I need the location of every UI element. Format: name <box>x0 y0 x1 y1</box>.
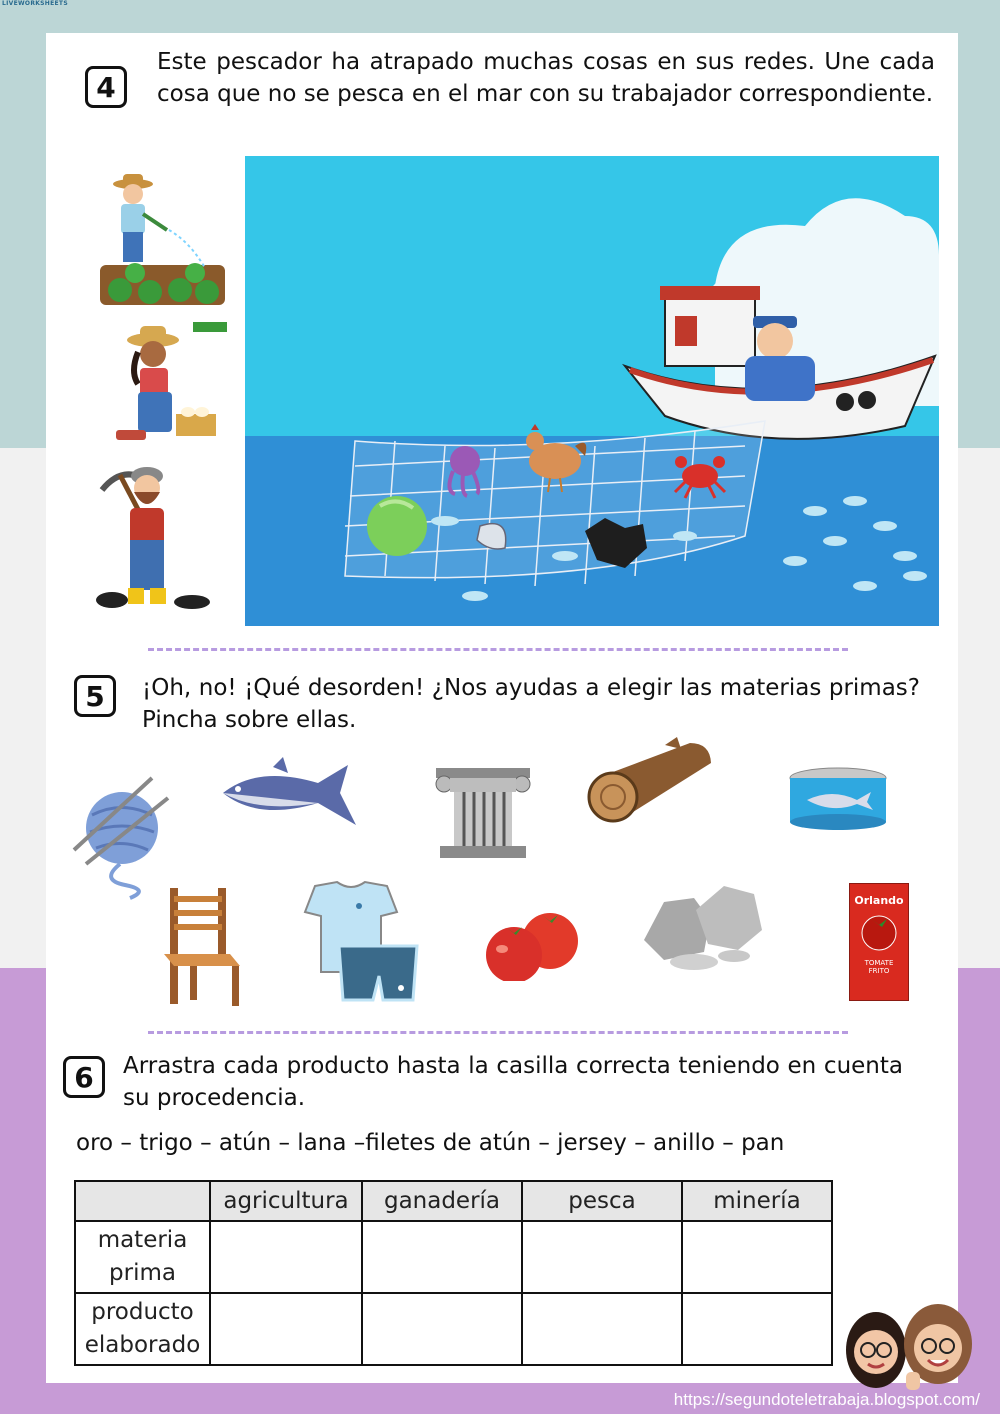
exercise-5-instruction: ¡Oh, no! ¡Qué desorden! ¿Nos ayudas a elegir las materias primas? Pincha sobre ellas. <box>142 675 920 733</box>
farmer-icon[interactable] <box>95 170 227 308</box>
row-header-producto-elaborado <box>75 1293 210 1365</box>
wool-ball-icon[interactable] <box>70 770 174 900</box>
classification-table <box>74 1180 833 1366</box>
drop-cell-mineria-materia[interactable] <box>682 1221 832 1293</box>
row-label-line: prima <box>109 1260 176 1286</box>
drop-cell-pesca-producto[interactable] <box>522 1293 682 1365</box>
wood-log-icon[interactable] <box>585 735 715 825</box>
box-label: TOMATE FRITO <box>864 959 894 975</box>
exercise-6-instruction: Arrastra cada producto hasta la casilla correcta teniendo en cuenta su procedencia. <box>123 1053 903 1111</box>
table-corner <box>75 1181 210 1221</box>
exercise-4-instruction: Este pescador ha atrapado muchas cosas en sus redes. Une cada cosa que no se pesca en el mar con su trabajador correspondiente. <box>157 49 935 107</box>
exercise-4-number: 4 <box>85 66 127 108</box>
site-logo: LIVEWORKSHEETS <box>2 0 68 7</box>
canned-tuna-icon[interactable] <box>787 766 889 832</box>
tomato-sauce-box-icon[interactable] <box>849 883 909 1001</box>
tomatoes-icon[interactable] <box>480 905 582 981</box>
teachers-avatar-icon <box>840 1300 980 1392</box>
footer-url[interactable]: https://segundoteletrabaja.blogspot.com/ <box>673 1390 980 1409</box>
row-label-line: producto <box>91 1299 194 1325</box>
drop-cell-agricultura-materia[interactable] <box>210 1221 362 1293</box>
drop-cell-ganaderia-producto[interactable] <box>362 1293 522 1365</box>
poultry-farmer-icon[interactable] <box>108 322 228 444</box>
divider-1 <box>148 648 848 651</box>
row-label-line: elaborado <box>84 1332 201 1358</box>
exercise-5-number: 5 <box>74 675 116 717</box>
column-header-ganaderia: ganadería <box>362 1181 522 1221</box>
drop-cell-pesca-materia[interactable] <box>522 1221 682 1293</box>
drop-cell-agricultura-producto[interactable] <box>210 1293 362 1365</box>
miner-icon[interactable] <box>92 460 218 612</box>
drop-cell-mineria-producto[interactable] <box>682 1293 832 1365</box>
drop-cell-ganaderia-materia[interactable] <box>362 1221 522 1293</box>
column-header-mineria: minería <box>682 1181 832 1221</box>
row-label-line: materia <box>97 1227 188 1253</box>
tomato-icon <box>850 907 908 957</box>
column-header-agricultura: agricultura <box>210 1181 362 1221</box>
word-bank[interactable]: oro – trigo – atún – lana –filetes de atún – jersey – anillo – pan <box>76 1130 785 1156</box>
exercise-6-number: 6 <box>63 1056 105 1098</box>
row-header-materia-prima <box>75 1221 210 1293</box>
box-brand: Orlando <box>854 894 904 907</box>
rocks-icon[interactable] <box>634 880 764 970</box>
tuna-fish-icon[interactable] <box>218 755 366 835</box>
cabbage-icon <box>367 496 427 556</box>
fishing-scene <box>245 156 939 626</box>
column-header-pesca: pesca <box>522 1181 682 1221</box>
clothes-icon[interactable] <box>293 880 421 1006</box>
divider-2 <box>148 1031 848 1034</box>
chair-icon[interactable] <box>160 884 244 1008</box>
column-icon[interactable] <box>432 764 534 860</box>
